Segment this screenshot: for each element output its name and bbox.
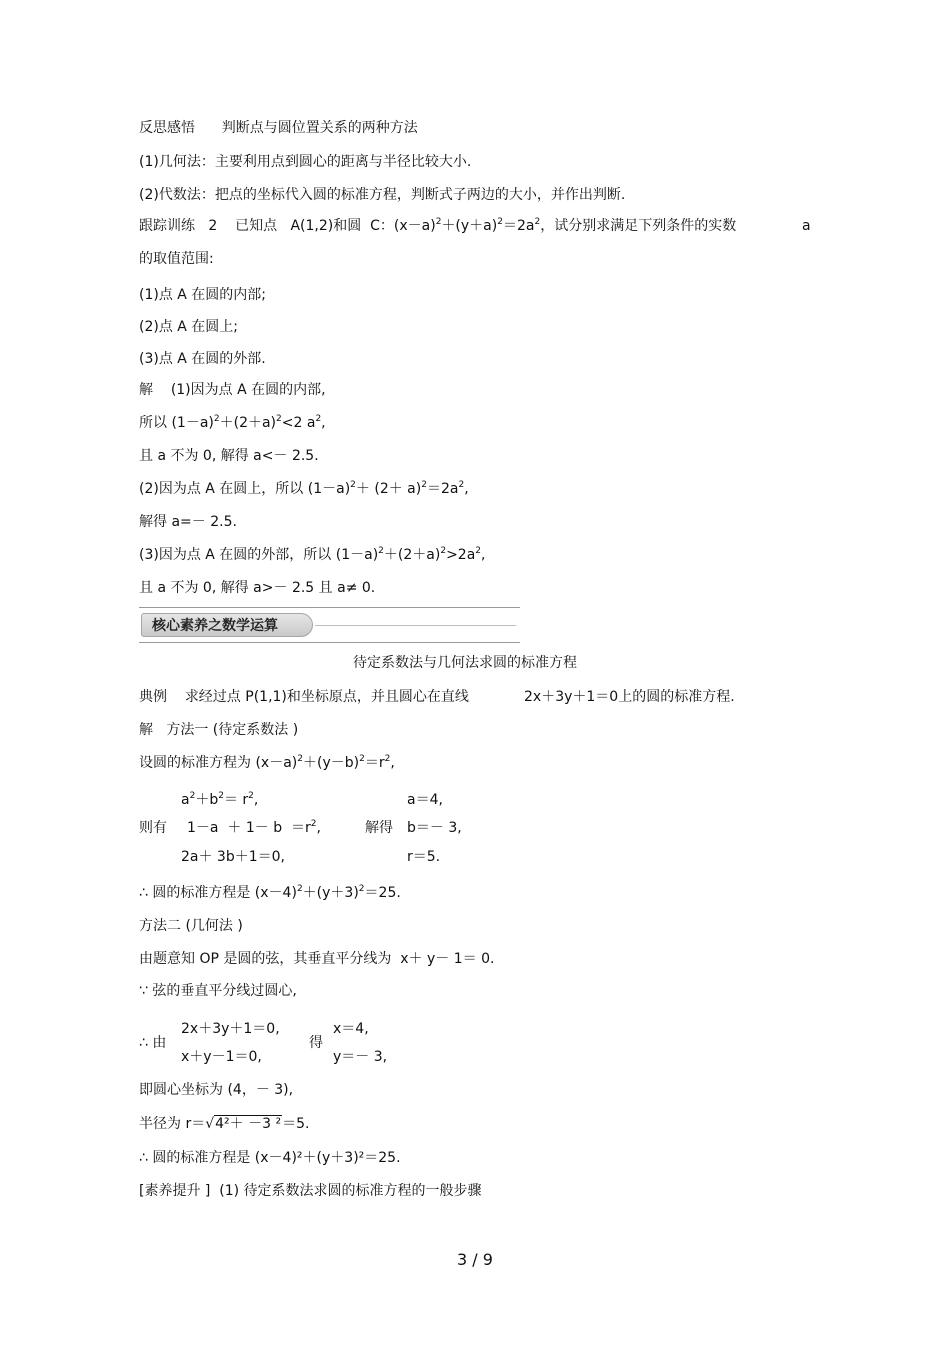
section-banner — [139, 607, 520, 643]
get-label: 得 — [309, 1035, 323, 1051]
method2-line-2: ∵ 弦的垂直平分线过圆心, — [139, 983, 297, 999]
radius-radicand: 4²＋ －3 ² — [215, 1116, 282, 1132]
system-eq-1: $a^2+b^2= r^2$, — [181, 791, 259, 808]
equation-part: ＝2a — [426, 481, 459, 497]
eq-part: a — [181, 792, 190, 808]
practice-item-1: (1)点 A 在圆的内部; — [139, 287, 267, 303]
system-eq-2: $1-a + 1- b =r^2$, — [187, 819, 321, 836]
practice-question: 跟踪训练 2 已知点 A(1,2)和圆 C：$(x-a)^2+(y+a)^2=2a^2$，试分别求满足下列条件的实数 — [139, 217, 737, 234]
from-label: ∴ 由 — [139, 1035, 167, 1051]
then-have-label: 则有 — [139, 820, 167, 836]
method1-setup: 设圆的标准方程为 $(x-a)^2+(y-b)^2=r^2$, — [139, 754, 395, 771]
result-r: r＝5. — [407, 849, 441, 865]
solve-label: 解得 — [365, 820, 393, 836]
solution-line-3: 且 a 不为 0, 解得 a<－ 2.5. — [139, 448, 319, 464]
reflection-heading — [139, 119, 418, 137]
result-b: b＝－ 3, — [407, 820, 462, 836]
equation-part: ＋ (2＋ a) — [355, 481, 422, 497]
practice-text-tail: ，试分别求满足下列条件的实数 — [540, 218, 737, 234]
example-text: 求经过点 P(1,1)和坐标原点，并且圆心在直线 — [184, 689, 469, 705]
setup-part: 设圆的标准方程为 (x－a) — [139, 755, 298, 771]
inequality-part: , — [481, 547, 486, 563]
practice-number: 2 — [208, 218, 218, 234]
circle-equation: C：(x－a) — [370, 218, 436, 234]
radius-label: 半径为 r＝ — [139, 1116, 206, 1132]
inequality-part: ＋(2＋a) — [383, 547, 441, 563]
section-title: 待定系数法与几何法求圆的标准方程 — [353, 655, 577, 671]
page-number: 3 / 9 — [457, 1250, 493, 1269]
example-question — [139, 688, 469, 706]
inequality-part: 所以 (1－a) — [139, 415, 214, 431]
system2-eq-1: 2x＋3y＋1＝0, — [181, 1021, 280, 1037]
improve-text: (1) 待定系数法求圆的标准方程的一般步骤 — [219, 1183, 482, 1199]
eq-part: , — [253, 792, 259, 808]
setup-part: ＋(y－b) — [302, 755, 360, 771]
circle-center: 即圆心坐标为 (4，－ 3), — [139, 1082, 294, 1098]
system-eq-3: 2a＋ 3b＋1＝0, — [181, 849, 285, 865]
example-tail: 上的圆的标准方程. — [618, 689, 735, 705]
eq-part: , — [316, 820, 321, 836]
equation-part: (2)因为点 A 在圆上，所以 (1－a) — [139, 481, 351, 497]
solution-line-7: 且 a 不为 0, 解得 a>－ 2.5 且 a≠ 0. — [139, 580, 376, 596]
practice-item-3: (3)点 A 在圆的外部. — [139, 351, 266, 367]
solution-line-2: 所以 $(1-a)^2+(2+a)^2<2$ $a^2$, — [139, 414, 326, 431]
eq-part: ＋b — [195, 792, 219, 808]
method2-line-1: 由题意知 OP 是圆的弦，其垂直平分线为 x＋ y－ 1＝ 0. — [139, 951, 495, 967]
solution-line-4: (2)因为点 A 在圆上，所以 $(1-a)^2+ (2+ a)^2=2a^2$, — [139, 480, 469, 497]
solution-label: 解 — [139, 382, 153, 398]
method1-conclusion: ∴ 圆的标准方程是 $(x-4)^2+(y+3)^2=25$. — [139, 884, 401, 901]
solution-text: (1)因为点 A 在圆的内部, — [170, 382, 326, 398]
line-equation: 2x＋3y＋1＝0 — [524, 689, 619, 705]
reflection-title: 判断点与圆位置关系的两种方法 — [221, 120, 418, 136]
practice-item-2: (2)点 A 在圆上; — [139, 319, 239, 335]
conclusion-part: ∴ 圆的标准方程是 (x－4) — [139, 885, 297, 901]
method-algebraic: (2)代数法：把点的坐标代入圆的标准方程，判断式子两边的大小，并作出判断. — [139, 187, 626, 203]
method-geometric: (1)几何法：主要利用点到圆心的距离与半径比较大小. — [139, 154, 472, 170]
banner-divider — [315, 625, 516, 626]
method1-header: 解 方法一 (待定系数法 ) — [139, 722, 299, 738]
circle-equation-rhs: ＝2a — [502, 218, 535, 234]
eq-part: ＝ r — [223, 792, 249, 808]
inequality-part: <2 a — [281, 415, 316, 431]
conclusion-part: ＋(y＋3) — [302, 885, 359, 901]
inequality-part: , — [321, 415, 326, 431]
solution-line-6: (3)因为点 A 在圆的外部，所以 $(1-a)^2+(2+a)^2>2a^2$, — [139, 546, 486, 563]
practice-label: 跟踪训练 — [139, 218, 195, 234]
practice-point: A(1,2) — [290, 218, 334, 234]
practice-line2: 的取值范围: — [139, 251, 214, 267]
practice-text: 已知点 — [235, 218, 278, 234]
practice-variable: a — [802, 218, 811, 234]
method2-conclusion: ∴ 圆的标准方程是 (x－4)²＋(y＋3)²＝25. — [139, 1150, 401, 1166]
inequality-part: >2a — [446, 547, 476, 563]
system2-eq-2: x＋y－1＝0, — [181, 1049, 262, 1065]
result-a: a＝4, — [407, 792, 443, 808]
improve-label: [素养提升 ] — [139, 1183, 211, 1199]
practice-text-2: 和圆 — [333, 218, 362, 234]
eq-part: 1－a ＋ 1－ b ＝r — [187, 820, 311, 836]
inequality-part: (3)因为点 A 在圆的外部，所以 (1－a) — [139, 547, 379, 563]
setup-part: , — [390, 755, 395, 771]
result-x: x＝4, — [333, 1021, 369, 1037]
radius-line: 半径为 r＝√4²＋ －3 ²＝5. — [139, 1116, 310, 1132]
inequality-part: ＋(2＋a) — [219, 415, 277, 431]
equation-part: , — [464, 481, 469, 497]
method2-header: 方法二 (几何法 ) — [139, 918, 243, 934]
banner-label: 核心素养之数学运算 — [141, 613, 313, 637]
result-y: y＝－ 3, — [333, 1049, 388, 1065]
circle-equation-mid: ＋(y＋a) — [441, 218, 498, 234]
reflection-label: 反思感悟 — [139, 120, 195, 136]
improve-line — [139, 1182, 482, 1200]
setup-part: ＝r — [364, 755, 385, 771]
example-label: 典例 — [139, 689, 167, 705]
solution-line-1 — [139, 381, 326, 399]
conclusion-part: ＝25. — [364, 885, 401, 901]
radius-value: ＝5. — [282, 1116, 310, 1132]
solution-line-5: 解得 a=－ 2.5. — [139, 514, 237, 530]
example-line-equation — [524, 688, 735, 706]
